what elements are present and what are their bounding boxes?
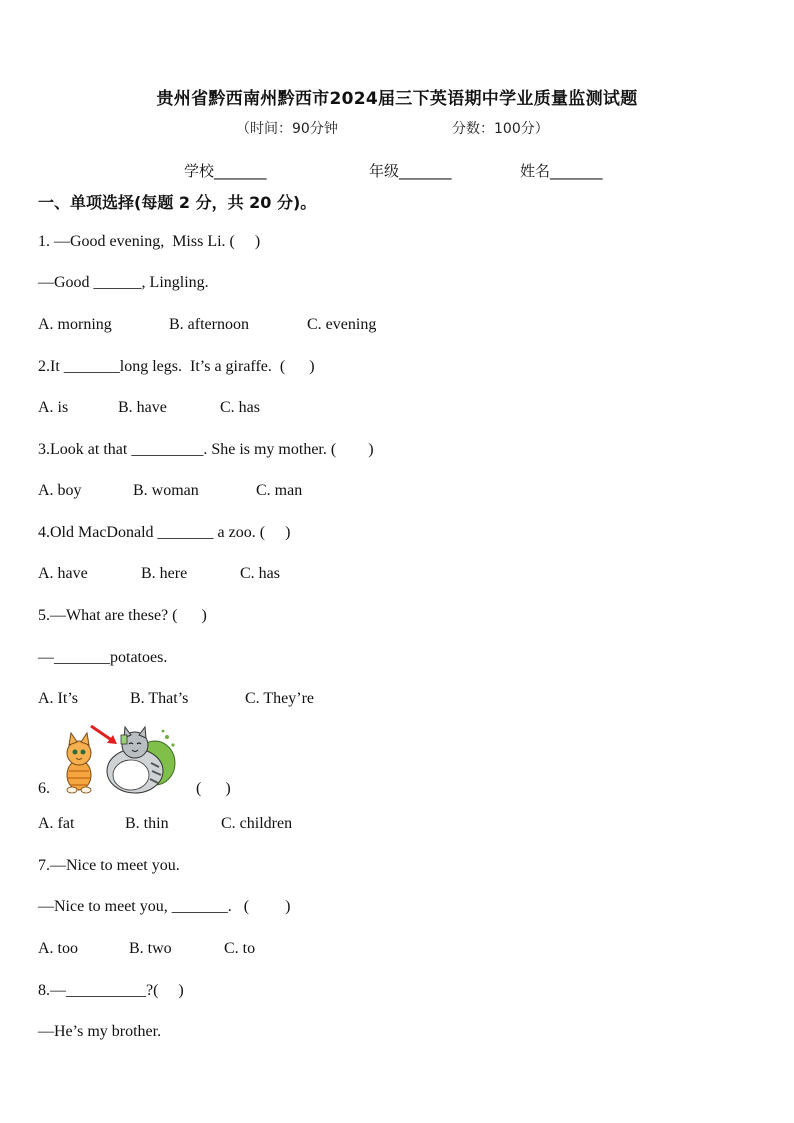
q1-option-b: B. afternoon	[169, 316, 249, 333]
question-1-reply: —Good ______, Lingling.	[38, 274, 209, 291]
school-field: 学校_______	[184, 162, 267, 180]
question-6-paren: ( )	[196, 780, 231, 797]
q5-option-a: A. It’s	[38, 690, 78, 707]
question-7: 7.—Nice to meet you.	[38, 857, 180, 874]
exam-time: （时间：90分钟	[236, 121, 338, 137]
q5-option-c: C. They’re	[245, 690, 315, 707]
q4-option-a: A. have	[38, 565, 88, 582]
question-4: 4.Old MacDonald _______ a zoo. ( )	[38, 524, 291, 541]
question-7-reply: —Nice to meet you, _______. ( )	[38, 898, 291, 915]
question-2: 2.It _______long legs. It’s a giraffe. ( )	[38, 358, 315, 375]
cats-illustration	[55, 723, 185, 795]
q2-option-a: A. is	[38, 399, 69, 416]
question-5-reply: —_______potatoes.	[38, 649, 168, 666]
question-8-reply: —He’s my brother.	[38, 1023, 162, 1040]
q3-option-b: B. woman	[133, 482, 199, 499]
section-heading: 一、单项选择(每题 2 分，共 20 分)。	[38, 193, 317, 212]
q7-option-b: B. two	[129, 940, 172, 957]
q6-option-c: C. children	[221, 815, 293, 832]
q6-option-a: A. fat	[38, 815, 75, 832]
q4-option-b: B. here	[141, 565, 188, 582]
arrow-icon	[91, 726, 117, 744]
q6-option-b: B. thin	[125, 815, 169, 832]
q4-option-c: C. has	[240, 565, 280, 582]
question-1: 1. —Good evening, Miss Li. ( )	[38, 233, 261, 250]
q5-option-b: B. That’s	[130, 690, 189, 707]
q7-option-c: C. to	[224, 940, 256, 957]
question-5: 5.—What are these? ( )	[38, 607, 207, 624]
q2-option-b: B. have	[118, 399, 167, 416]
question-6-number: 6.	[38, 780, 50, 797]
exam-score: 分数：100分）	[452, 121, 549, 137]
exam-title: 贵州省黔西南州黔西市2024届三下英语期中学业质量监测试题	[156, 89, 638, 109]
fat-grey-cat-icon	[107, 727, 175, 793]
q2-option-c: C. has	[220, 399, 260, 416]
name-field: 姓名_______	[520, 162, 603, 180]
question-8: 8.—__________?( )	[38, 982, 184, 999]
q7-option-a: A. too	[38, 940, 78, 957]
q1-option-a: A. morning	[38, 316, 112, 333]
q1-option-c: C. evening	[307, 316, 377, 333]
q3-option-c: C. man	[256, 482, 303, 499]
grade-field: 年级_______	[369, 162, 452, 180]
question-3: 3.Look at that _________. She is my mother. ( )	[38, 441, 374, 458]
q3-option-a: A. boy	[38, 482, 82, 499]
orange-cat-icon	[67, 733, 91, 793]
